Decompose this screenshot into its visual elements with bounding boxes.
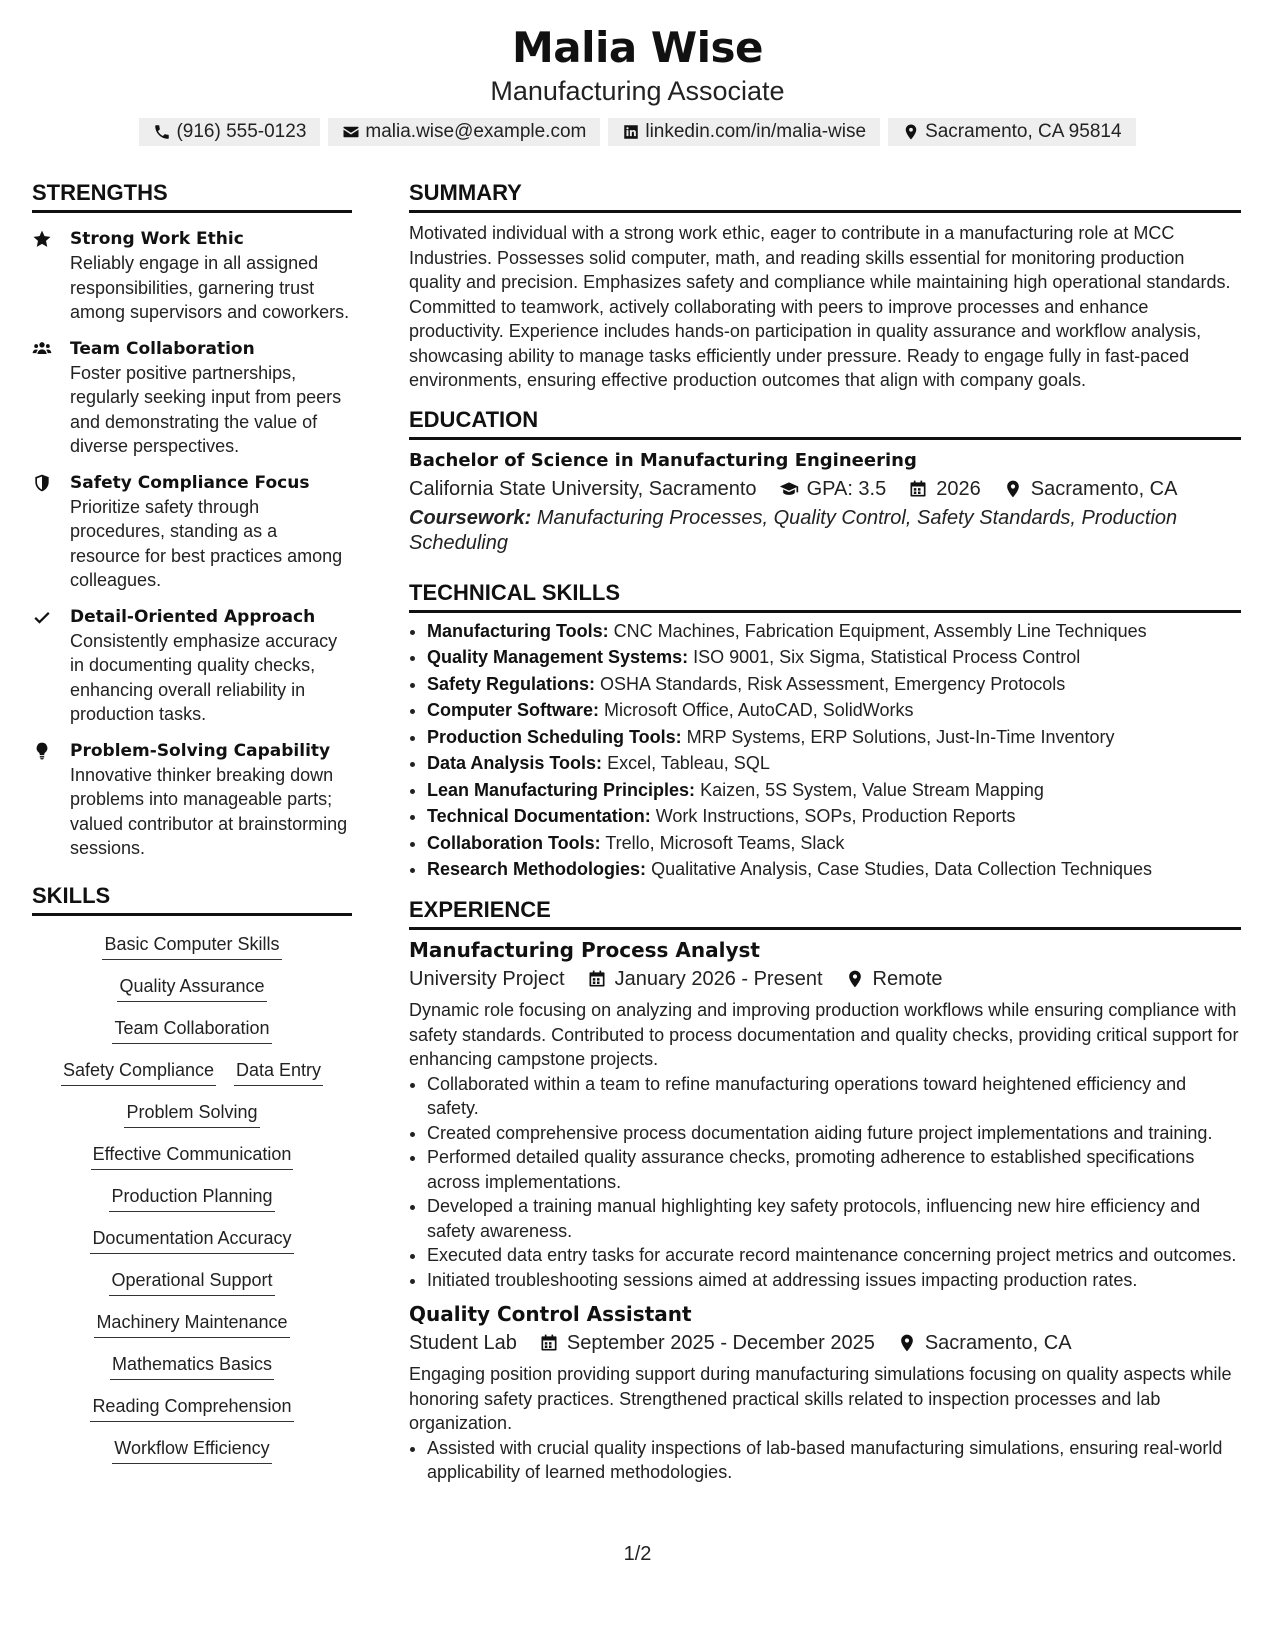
tech-skill-label: Lean Manufacturing Principles: — [427, 779, 696, 800]
education-location: Sacramento, CA — [1030, 477, 1178, 500]
strength-desc: Consistently emphasize accuracy in documenting quality checks, enhancing overall reliability in production tasks. — [70, 630, 338, 724]
contact-location — [888, 118, 1135, 146]
left-column — [32, 178, 352, 1476]
strength-item — [32, 227, 352, 325]
list-item: • Executed data entry tasks for accurate record maintenance concerning project metrics and outcomes. — [427, 1243, 1241, 1268]
job-location: Remote — [872, 968, 943, 990]
tech-skill-value: CNC Machines, Fabrication Equipment, Assembly Line Techniques — [613, 620, 1147, 641]
tech-skill-value: Microsoft Office, AutoCAD, SolidWorks — [604, 700, 914, 720]
job-title: Quality Control Assistant — [409, 1302, 692, 1326]
list-item: • Created comprehensive process documentation aiding future project implementations and training. — [427, 1121, 1241, 1146]
tech-skill-value: Trello, Microsoft Teams, Slack — [605, 832, 845, 853]
list-item — [427, 804, 1241, 828]
education-meta — [409, 474, 1241, 504]
strength-desc: Reliably engage in all assigned responsibilities, garnering trust among supervisors and coworkers. — [70, 253, 350, 322]
list-item — [427, 619, 1241, 643]
tech-skill-label: Data Analysis Tools: — [427, 753, 603, 773]
job-meta — [409, 1328, 1241, 1358]
job-title: Manufacturing Process Analyst — [409, 938, 760, 962]
job-org: University Project — [409, 968, 565, 990]
skill-tag: Team Collaboration — [112, 1016, 271, 1044]
list-item: • Developed a training manual highlighting key safety protocols, influencing new hire efficiency and safety awareness. — [427, 1194, 1241, 1243]
tech-skill-label: Quality Management Systems: — [427, 647, 689, 667]
tech-skill-value: Kaizen, 5S System, Value Stream Mapping — [700, 779, 1044, 800]
summary-section — [409, 178, 1241, 393]
skill-tag: Documentation Accuracy — [90, 1226, 293, 1254]
skills-heading: SKILLS — [32, 881, 352, 916]
tech-skill-label: Manufacturing Tools: — [427, 620, 609, 641]
candidate-title: Manufacturing Associate — [490, 76, 785, 106]
strength-desc: Foster positive partnerships, regularly seeking input from peers and demonstrating the value of diverse perspectives. — [70, 362, 342, 456]
strength-title: Team Collaboration — [70, 338, 255, 359]
job-bullets — [409, 1072, 1241, 1293]
tech-skill-value: Qualitative Analysis, Case Studies, Data Collection Techniques — [651, 859, 1153, 879]
strength-title: Safety Compliance Focus — [70, 472, 310, 493]
contact-location-text: Sacramento, CA 95814 — [925, 121, 1122, 142]
skill-tag: Basic Computer Skills — [102, 932, 281, 960]
job-location: Sacramento, CA — [924, 1332, 1072, 1354]
list-item — [427, 857, 1241, 881]
map-pin-icon — [845, 969, 865, 989]
technical-skills-section — [409, 578, 1241, 882]
tech-skill-label: Research Methodologies: — [427, 859, 647, 879]
candidate-name: Malia Wise — [511, 23, 764, 72]
coursework-label: Coursework: — [409, 506, 532, 529]
education-gpa: GPA: 3.5 — [806, 477, 887, 500]
strength-title: Detail-Oriented Approach — [70, 606, 316, 627]
list-item — [427, 698, 1241, 722]
job-entry — [409, 1300, 1241, 1485]
shield-icon — [32, 473, 52, 493]
users-icon — [32, 339, 52, 359]
tech-skill-value: MRP Systems, ERP Solutions, Just-In-Time Inventory — [686, 726, 1115, 747]
education-coursework — [409, 506, 1241, 556]
job-dates: September 2025 - December 2025 — [566, 1332, 875, 1354]
education-school: California State University, Sacramento — [409, 477, 757, 500]
tech-skill-label: Collaboration Tools: — [427, 832, 601, 853]
job-bullets — [409, 1436, 1241, 1485]
list-item — [427, 751, 1241, 775]
tech-skill-value: Work Instructions, SOPs, Production Reports — [655, 806, 1016, 826]
calendar-icon — [908, 479, 928, 499]
contact-phone-text: (916) 555-0123 — [176, 121, 307, 142]
strength-desc: Prioritize safety through procedures, standing as a resource for best practices among colleagues. — [70, 496, 343, 590]
list-item: • Performed detailed quality assurance checks, promoting adherence to established specifications across implementations. — [427, 1145, 1241, 1194]
strengths-heading: STRENGTHS — [32, 178, 352, 213]
skill-tag: Effective Communication — [91, 1142, 294, 1170]
tech-skill-label: Safety Regulations: — [427, 673, 596, 694]
skill-tag: Problem Solving — [124, 1100, 259, 1128]
tech-skill-value: ISO 9001, Six Sigma, Statistical Process Control — [693, 647, 1081, 667]
right-column — [409, 178, 1241, 1497]
contact-email-text[interactable]: malia.wise@example.com — [365, 121, 587, 142]
skill-tag: Safety Compliance — [61, 1058, 216, 1086]
contact-phone — [139, 118, 320, 146]
job-dates: January 2026 - Present — [614, 968, 823, 990]
graduation-cap-icon — [779, 479, 799, 499]
skill-tag: Data Entry — [234, 1058, 323, 1086]
summary-text: Motivated individual with a strong work ethic, eager to contribute in a manufacturing role at MCC Industries. Possesses solid computer, math, and reading skills essential for monitoring production quality and precision. Emphasizes safety and compliance while maintaining high operational standards. Committed to teamwork, actively collaborating with peers to improve processes and enhance productivity. Experience includes hands-on participation in quality assurance and workflow analysis, showcasing ability to manage tasks efficiently under pressure. Ready to engage fully in fast-paced environments, ensuring effective production outcomes that align with company goals. — [409, 223, 1231, 390]
skills-section — [32, 881, 352, 1464]
tech-skill-value: OSHA Standards, Risk Assessment, Emergency Protocols — [600, 673, 1066, 694]
summary-heading: SUMMARY — [409, 178, 1241, 213]
strength-item — [32, 605, 352, 727]
strength-item — [32, 739, 352, 861]
skill-tag: Quality Assurance — [117, 974, 266, 1002]
job-entry — [409, 936, 1241, 1292]
skill-tag: Production Planning — [109, 1184, 274, 1212]
map-pin-icon — [902, 123, 920, 141]
strength-desc: Innovative thinker breaking down problems into manageable parts; valued contributor at brainstorming sessions. — [70, 764, 348, 858]
list-item — [427, 831, 1241, 855]
strength-title: Strong Work Ethic — [70, 229, 244, 249]
skill-tag: Mathematics Basics — [110, 1352, 274, 1380]
experience-heading: EXPERIENCE — [409, 895, 1241, 930]
technical-skills-list — [409, 619, 1241, 882]
skills-list — [32, 916, 352, 1464]
list-item — [427, 778, 1241, 802]
skill-tag: Machinery Maintenance — [94, 1310, 289, 1338]
job-org: Student Lab — [409, 1332, 517, 1354]
tech-skill-label: Production Scheduling Tools: — [427, 726, 682, 747]
strengths-list — [32, 227, 352, 861]
job-meta — [409, 964, 1241, 994]
list-item: • Initiated troubleshooting sessions aimed at addressing issues impacting production rates. — [427, 1268, 1241, 1293]
list-item: • Assisted with crucial quality inspections of lab-based manufacturing simulations, ensuring real-world applicability of learned methodologies. — [427, 1436, 1241, 1485]
education-year: 2026 — [936, 477, 981, 500]
tech-skill-label: Technical Documentation: — [427, 806, 651, 826]
skill-tag: Workflow Efficiency — [112, 1436, 271, 1464]
skill-tag: Reading Comprehension — [90, 1394, 293, 1422]
list-item — [427, 725, 1241, 749]
technical-skills-heading: TECHNICAL SKILLS — [409, 578, 1241, 613]
skill-tag: Operational Support — [109, 1268, 274, 1296]
education-heading: EDUCATION — [409, 405, 1241, 440]
tech-skill-label: Computer Software: — [427, 700, 600, 720]
phone-icon — [153, 123, 171, 141]
list-item — [427, 672, 1241, 696]
job-description: Engaging position providing support during manufacturing simulations focusing on quality aspects while honoring safety practices. Strengthened practical skills related to inspection processes and lab organization. — [409, 1364, 1232, 1433]
contact-email[interactable] — [328, 118, 600, 146]
experience-section — [409, 895, 1241, 1485]
list-item: • Collaborated within a team to refine manufacturing operations toward heightened efficiency and safety. — [427, 1072, 1241, 1121]
education-degree: Bachelor of Science in Manufacturing Engineering — [409, 449, 917, 471]
envelope-icon — [342, 123, 360, 141]
contact-bar — [0, 118, 1275, 146]
page-number: 1/2 — [623, 1543, 652, 1565]
map-pin-icon — [897, 1333, 917, 1353]
star-icon — [32, 229, 52, 249]
strengths-section — [32, 178, 352, 861]
linkedin-icon — [622, 123, 640, 141]
calendar-icon — [539, 1333, 559, 1353]
lightbulb-icon — [32, 741, 52, 761]
strength-item — [32, 337, 352, 459]
strength-item — [32, 471, 352, 593]
coursework-text: Manufacturing Processes, Quality Control, Safety Standards, Production Scheduling — [409, 506, 1178, 554]
contact-linkedin[interactable] — [608, 118, 880, 146]
map-pin-icon — [1003, 479, 1023, 499]
calendar-icon — [587, 969, 607, 989]
resume-header — [0, 22, 1275, 146]
tech-skill-value: Excel, Tableau, SQL — [607, 753, 770, 773]
contact-linkedin-text[interactable]: linkedin.com/in/malia-wise — [645, 121, 867, 142]
list-item — [427, 645, 1241, 669]
checkmark-icon — [32, 607, 52, 627]
strength-title: Problem-Solving Capability — [70, 740, 331, 761]
job-description: Dynamic role focusing on analyzing and improving production workflows while ensuring compliance with safety standards. Contributed to process documentation and quality checks, providing critical support for enhancing campstone projects. — [409, 1000, 1239, 1069]
education-section — [409, 405, 1241, 556]
